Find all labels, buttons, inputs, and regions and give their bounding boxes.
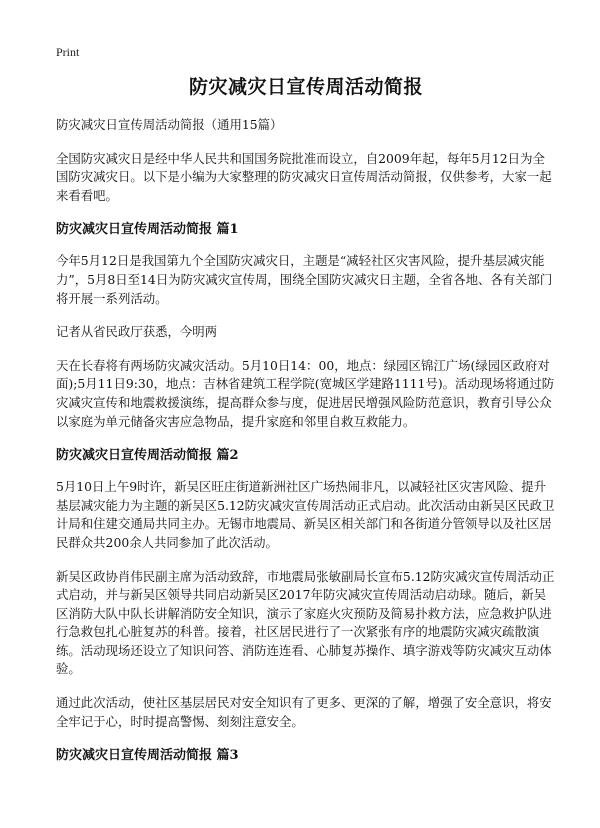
intro-paragraph: 全国防灾减灾日是经中华人民共和国国务院批准而设立，自2009年起，每年5月12日为全国防灾减灾日。以下是小编为大家整理的防灾减灾日宣传周活动简报，仅供参考，大家一起来看看吧。 bbox=[56, 150, 552, 203]
section-heading-3: 防灾减灾日宣传周活动简报 篇3 bbox=[56, 748, 239, 764]
section-2-paragraph-2: 新吴区政协肖伟民副主席为活动致辞，市地震局张敏副局长宣布5.12防灾减灾宣传周活动正式启动，并与新吴区领导共同启动新吴区2017年防灾减灾宣传周活动启动球。随后，新吴区消防大队中队长讲解消防安全知识，演示了家庭火灾预防及简易扑救方法，应急救护队进行急救包扎心脏复苏的科普。接着，社区居民进行了一次紧张有序的地震防灾减灾疏散演练。活动现场还设立了知识问答、消防连连看、心肺复苏操作、填字游戏等防灾减灾互动体验。 bbox=[56, 568, 555, 677]
page-title: 防灾减灾日宣传周活动简报 bbox=[188, 76, 423, 98]
section-1-paragraph-2: 记者从省民政厅获悉，今明两 bbox=[56, 324, 218, 340]
section-1-paragraph-1: 今年5月12日是我国第九个全国防灾减灾日，主题是“减轻社区灾害风险，提升基层减灾能力”，5月8日至14日为防灾减灾宣传周，围绕全国防灾减灾日主题，全省各地、各有关部门将开展一系列活动。 bbox=[56, 253, 553, 306]
section-2-paragraph-1: 5月10日上午9时许，新吴区旺庄街道新洲社区广场热闹非凡，以减轻社区灾害风险、提升基层减灾能力为主题的新吴区5.12防灾减灾宣传周活动正式启动。此次活动由新吴区民政卫计局和住建交通局共同主办。无锡市地震局、新吴区相关部门和各街道分管领导以及社区居民群众共200余人共同参加了此次活动。 bbox=[56, 479, 555, 550]
section-heading-2: 防灾减灾日宣传周活动简报 篇2 bbox=[56, 448, 239, 464]
document-subtitle: 防灾减灾日宣传周活动简报（通用15篇） bbox=[56, 117, 283, 132]
section-2-paragraph-3: 通过此次活动，使社区基层居民对安全知识有了更多、更深的了解，增强了安全意识，将安全牢记于心，时时提高警惕、刻刻注意安全。 bbox=[56, 695, 552, 729]
section-heading-1: 防灾减灾日宣传周活动简报 篇1 bbox=[56, 222, 239, 238]
section-1-paragraph-3: 天在长春将有两场防灾减灾活动。5月10日14：00，地点：绿园区锦江广场(绿园区政府对面);5月11日9:30，地点：吉林省建筑工程学院(宽城区学建路1111号)。活动现场将通过防灾减灾宣传和地震救援演练，提高群众参与度，促进居民增强风险防范意识，教育引导公众以家庭为单元储备灾害应急物品，提升家庭和邻里自救互救能力。 bbox=[56, 357, 555, 429]
print-link[interactable]: Print bbox=[56, 45, 80, 59]
